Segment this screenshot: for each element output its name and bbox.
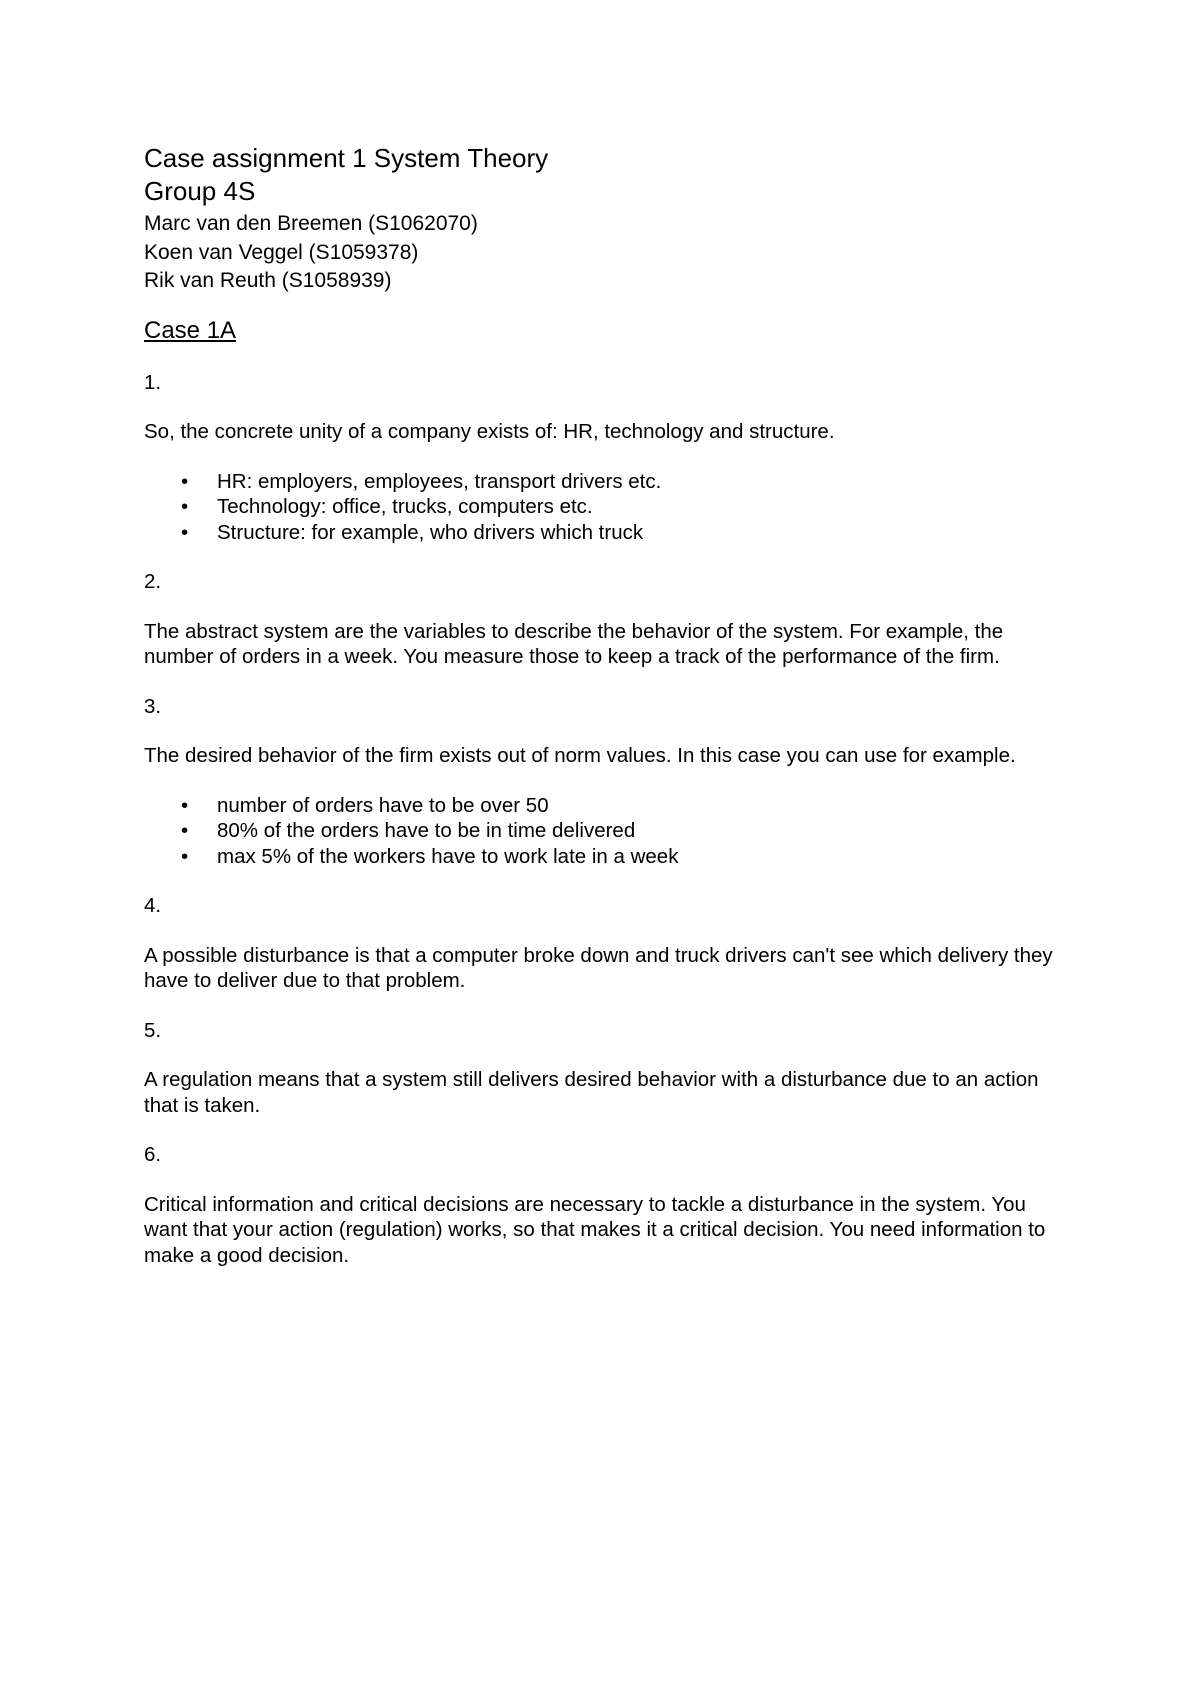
question-number: 3. [144,694,162,718]
list-item-text: HR: employers, employees, transport drivers etc. [217,469,662,493]
bullet-icon: • [181,793,189,817]
list-item-text: number of orders have to be over 50 [217,793,549,817]
bullet-icon: • [181,469,189,493]
question-answer: A possible disturbance is that a computer broke down and truck drivers can't see which delivery they have to deliver due to that problem. [144,943,1053,992]
list-item [144,520,1074,546]
question-number: 5. [144,1018,162,1042]
case-heading: Case 1A [144,316,237,344]
bullet-icon: • [181,819,189,842]
list-item [144,818,1074,844]
list-item [144,494,1074,520]
list-item-text: max 5% of the workers have to work late in a week [217,844,679,868]
bullet-icon: • [181,520,189,544]
question-answer: So, the concrete unity of a company exists of: HR, technology and structure. [144,420,835,443]
question-number: 4. [144,894,162,917]
list-item-text: 80% of the orders have to be in time delivered [217,819,636,842]
bullet-icon: • [181,495,189,518]
document-page [144,142,1074,1292]
list-item [144,844,1074,870]
question-answer: A regulation means that a system still delivers desired behavior with a disturbance due to an action that is taken. [144,1068,1039,1117]
question-answer: The abstract system are the variables to describe the behavior of the system. For example, the number of orders in a week. You measure those to keep a track of the performance of the firm. [144,619,1004,668]
document-title: Case assignment 1 System Theory [144,143,549,173]
list-item-text: Structure: for example, who drivers which truck [217,520,644,544]
bullet-list [144,793,1074,870]
question-number: 2. [144,570,162,593]
list-item [144,469,1074,495]
bullet-list [144,469,1074,546]
question-number: 1. [144,370,162,394]
question-answer: Critical information and critical decisions are necessary to tackle a disturbance in the system. You want that your action (regulation) works, so that makes it a critical decision. You need information to make a good decision. [144,1192,1046,1267]
bullet-icon: • [181,844,189,868]
question-number: 6. [144,1143,162,1166]
group-name: Group 4S [144,176,256,206]
member-name: Koen van Veggel (S1059378) [144,240,419,264]
list-item [144,793,1074,819]
member-name: Rik van Reuth (S1058939) [144,269,392,292]
question-answer: The desired behavior of the firm exists out of norm values. In this case you can use for example. [144,744,1016,767]
member-name: Marc van den Breemen (S1062070) [144,212,478,235]
list-item-text: Technology: office, trucks, computers etc. [217,495,593,518]
